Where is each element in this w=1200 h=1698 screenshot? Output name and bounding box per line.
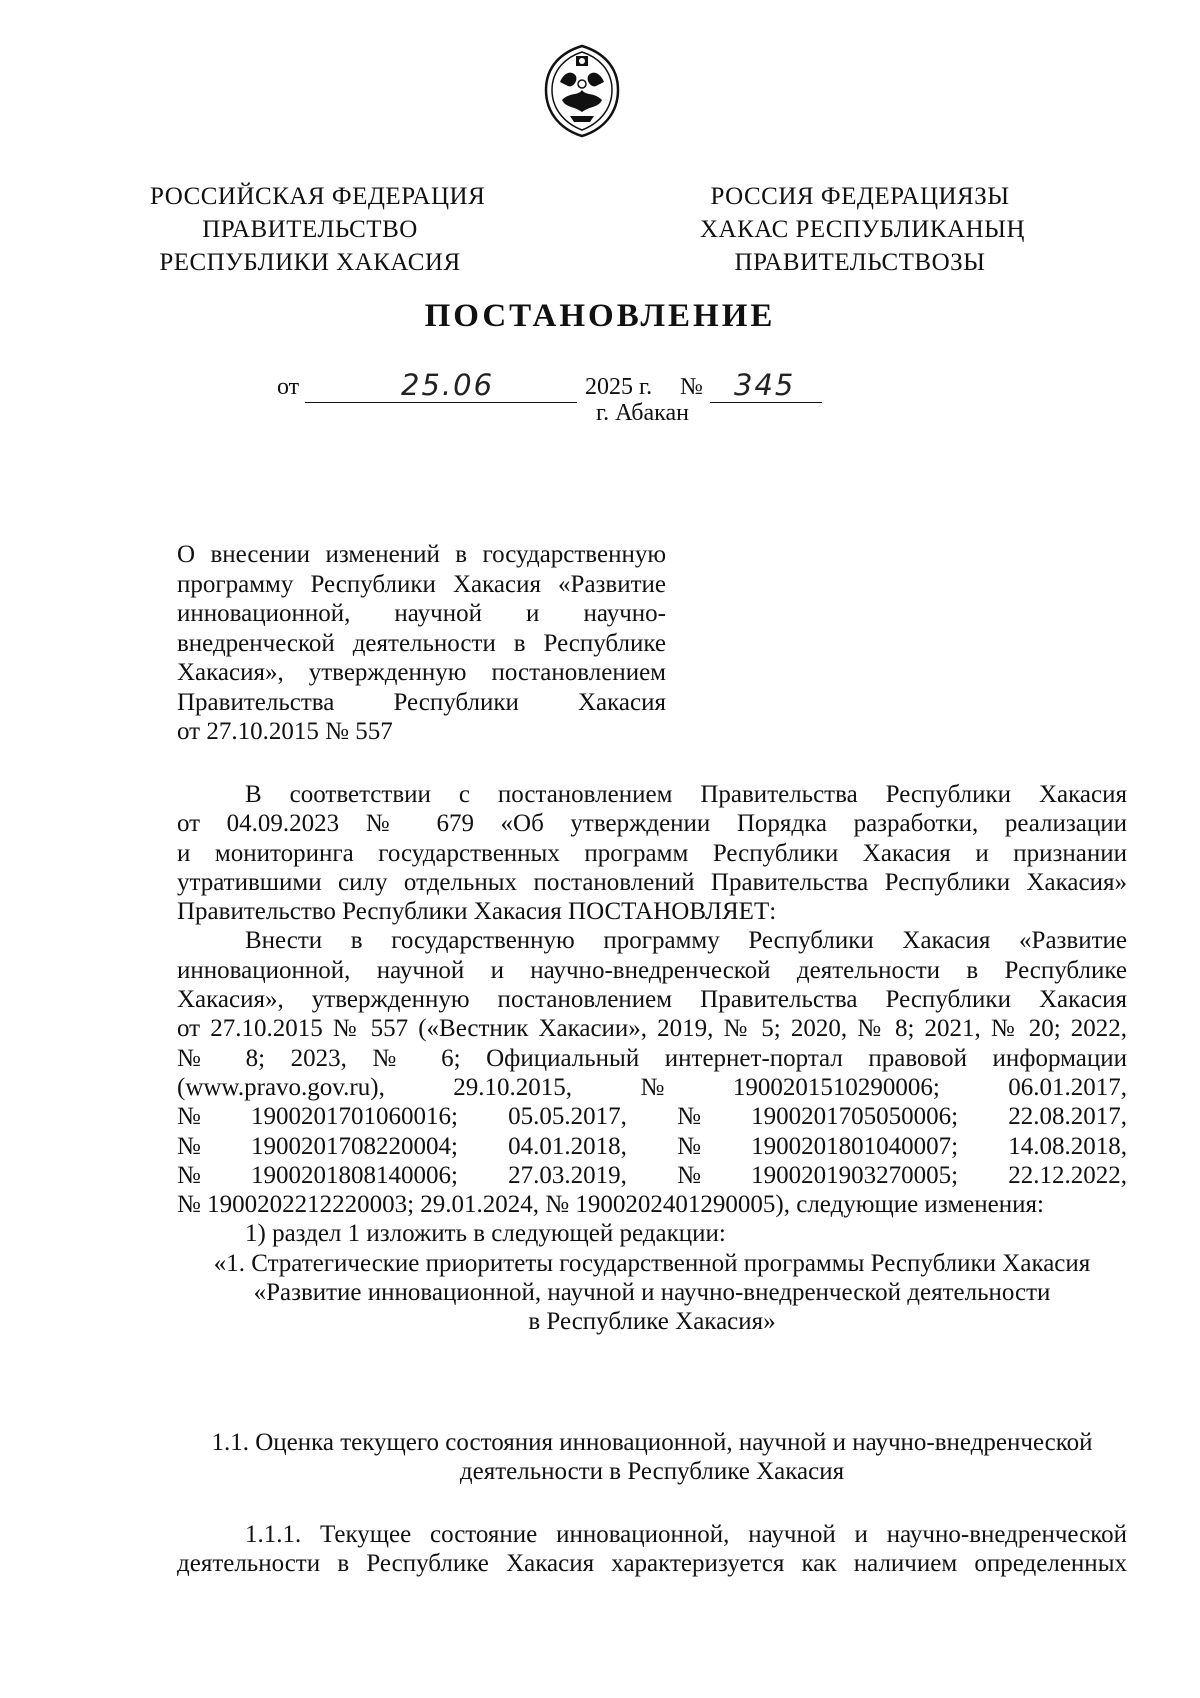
date-field	[305, 368, 577, 403]
subsection-heading	[177, 1428, 1127, 1487]
registry-cell: 27.03.2019,	[508, 1161, 627, 1189]
paragraph-line: и мониторинга государственных программ Республики Хакасия и признании	[177, 839, 1127, 867]
section-heading-line: «1. Стратегические приоритеты государственной программы Республики Хакасия	[213, 1249, 1091, 1277]
registry-cell: 22.08.2017,	[1008, 1103, 1127, 1131]
paragraph-line: от 27.10.2015 № 557 («Вестник Хакасии», 2019, № 5; 2020, № 8; 2021, № 20; 2022,	[177, 1015, 1127, 1043]
registry-cell: №	[177, 1161, 201, 1189]
registry-cell: №	[677, 1161, 701, 1189]
header-left	[150, 180, 486, 279]
paragraph-line: 1.1.1. Текущее состояние инновационной, научной и научно-внедренческой	[245, 1521, 1127, 1548]
subject-line: Правительства Республики Хакасия	[177, 688, 666, 716]
header-left-line: ПРАВИТЕЛЬСТВО	[202, 216, 418, 243]
subject-line: Хакасия», утвержденную постановлением	[177, 659, 666, 686]
registry-cell: 22.12.2022,	[1008, 1161, 1127, 1189]
paragraph-3	[177, 1520, 1127, 1579]
registry-cell: №	[640, 1073, 665, 1101]
paragraph-line: Хакасия», утвержденную постановлением Правительства Республики Хакасия	[177, 986, 1127, 1014]
registry-cell: 29.10.2015,	[453, 1073, 573, 1101]
registry-cell: №	[177, 1132, 201, 1160]
registry-cell: 04.01.2018,	[508, 1132, 627, 1160]
handwritten-date: 25.06	[401, 368, 495, 402]
subject-line: от 27.10.2015 № 557	[177, 718, 393, 745]
registry-cell: №	[677, 1103, 701, 1131]
item-line: 1) раздел 1 изложить в следующей редакции:	[245, 1220, 726, 1248]
registry-cell: 1900201510290006;	[732, 1073, 940, 1101]
subject-line: О внесении изменений в государственную	[177, 541, 666, 568]
registry-cell: 1900201708220004;	[251, 1132, 458, 1160]
section-heading-line: «Развитие инновационной, научной и научно-внедренческой деятельности	[253, 1279, 1051, 1307]
header-right-line: ПРАВИТЕЛЬСТВОЗЫ	[734, 249, 986, 276]
paragraph-line: утратившими силу отдельных постановлений Правительства Республики Хакасия»	[177, 868, 1127, 896]
registry-cell: 1900201701060016;	[251, 1103, 458, 1131]
header-right-line: ХАКАС РЕСПУБЛИКАНЫҢ	[700, 216, 1026, 243]
header-left-line: РОССИЙСКАЯ ФЕДЕРАЦИЯ	[150, 183, 486, 210]
city-label: г. Абакан	[596, 400, 689, 426]
header-left-line: РЕСПУБЛИКИ ХАКАСИЯ	[159, 249, 461, 276]
registry-cell: 1900201808140006;	[251, 1161, 458, 1189]
registry-row	[177, 1102, 1127, 1131]
subsection-heading-line: 1.1. Оценка текущего состояния инновационной, научной и научно-внедренческой	[211, 1429, 1093, 1456]
number-field	[710, 368, 822, 403]
paragraph-line: Внести в государственную программу Республики Хакасия «Развитие	[245, 927, 1127, 955]
registry-cell: 1900201903270005;	[751, 1161, 959, 1189]
registry-row	[177, 1132, 1127, 1161]
registry-cell: 1900201801040007;	[751, 1132, 959, 1160]
header-right	[700, 180, 1026, 279]
subject-line: внедренческой деятельности в Республике	[177, 629, 666, 657]
registry-cell: №	[677, 1132, 701, 1160]
registry-cell: 14.08.2018,	[1008, 1132, 1127, 1160]
document-title: ПОСТАНОВЛЕНИЕ	[424, 298, 776, 334]
coat-of-arms-emblem	[542, 42, 622, 138]
paragraph-line: № 1900202212220003; 29.01.2024, № 1900202401290005), следующие изменения:	[177, 1191, 1044, 1219]
paragraph-line: Правительство Республики Хакасия ПОСТАНОВЛЯЕТ:	[177, 898, 777, 926]
section-heading-line: в Республике Хакасия»	[528, 1308, 776, 1336]
header-right-line: РОССИЯ ФЕДЕРАЦИЯЗЫ	[710, 183, 1010, 210]
paragraph-line: от 04.09.2023 № 679 «Об утверждении Порядка разработки, реализации	[177, 810, 1127, 838]
subject-line: инновационной, научной и научно-	[177, 600, 666, 627]
number-label: №	[680, 374, 703, 400]
year-label: 2025 г.	[585, 374, 653, 400]
paragraph-line: деятельности в Республике Хакасия характеризуется как наличием определенных	[177, 1550, 1127, 1578]
subsection-heading-line: деятельности в Республике Хакасия	[459, 1458, 845, 1486]
handwritten-number: 345	[734, 368, 796, 402]
paragraph-line: инновационной, научной и научно-внедренческой деятельности в Республике	[177, 956, 1127, 984]
registry-cell: №	[177, 1103, 201, 1131]
registry-cell: 1900201705050006;	[751, 1103, 959, 1131]
registry-cell: 05.05.2017,	[508, 1103, 627, 1131]
registry-row	[177, 1073, 1127, 1102]
paragraph-line: В соответствии с постановлением Правительства Республики Хакасия	[245, 781, 1127, 808]
paragraph-line: № 8; 2023, № 6; Официальный интернет-портал правовой информации	[177, 1044, 1127, 1072]
registry-cell: (www.pravo.gov.ru),	[177, 1073, 385, 1101]
subject-line: программу Республики Хакасия «Развитие	[177, 570, 666, 598]
from-label: от	[277, 374, 300, 400]
registry-row	[177, 1161, 1127, 1190]
subject-block	[177, 540, 666, 747]
body-text	[177, 780, 1127, 1337]
registry-cell: 06.01.2017,	[1008, 1073, 1127, 1101]
